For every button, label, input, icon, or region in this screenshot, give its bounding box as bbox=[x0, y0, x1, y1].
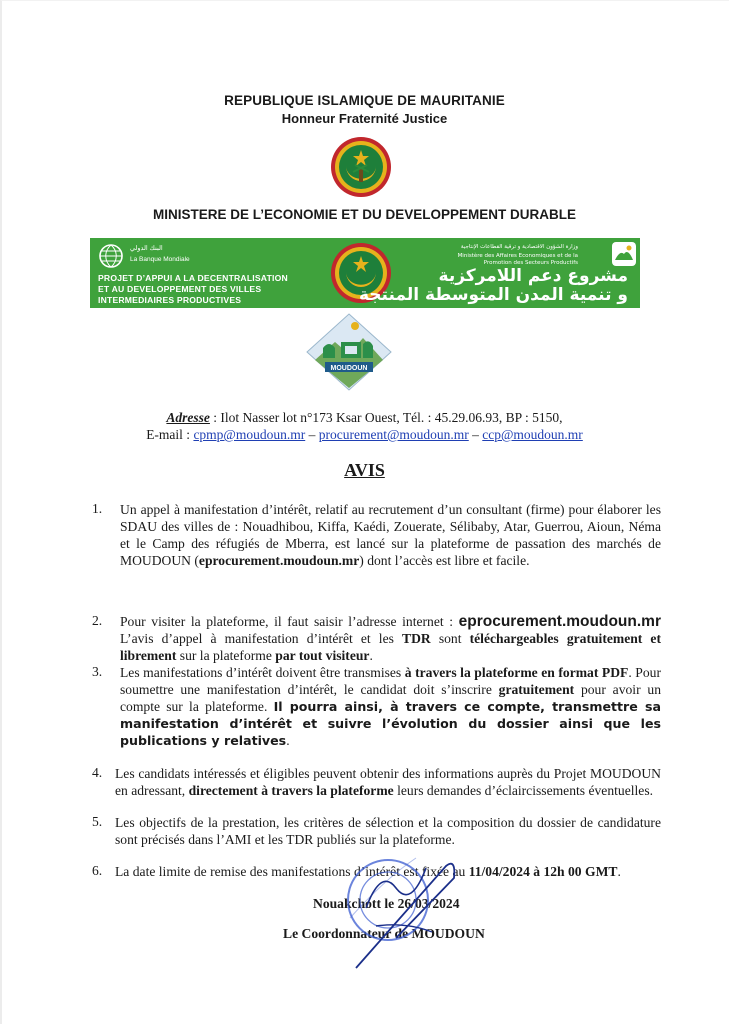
platform-url-large: eprocurement.moudoun.mr bbox=[458, 613, 661, 630]
item-number: 6. bbox=[92, 863, 103, 878]
item-2-text-e: sur la plateforme bbox=[176, 648, 276, 663]
item-3-text-c: . Pour soumettre une manifestation d’intérêt, le candidat doit s’inscrire bbox=[120, 665, 661, 697]
item-number: 2. bbox=[92, 613, 103, 628]
moudoun-logo-label: MOUDOUN bbox=[330, 365, 368, 372]
tdr-bold: TDR bbox=[402, 631, 431, 646]
item-1-text: Un appel à manifestation d’intérêt, relatif au recrutement d’un consultant (firme) pour élaborer les SDAU des villes de : Nouadhibou, Kiffa, Kaédi, Zouerate, Sélibaby, Atar, Guerrou, Aioun, Néma et le Camp des réfugiés de Mberra, est lancé sur la plateforme de passation des marchés de MOUDOUN ( bbox=[120, 502, 661, 568]
item-2-end: . bbox=[369, 648, 373, 663]
item-number: 5. bbox=[92, 814, 103, 829]
moudoun-logo-icon bbox=[305, 312, 393, 392]
download-free-bold: téléchargeables gratuitement et librement bbox=[120, 631, 661, 663]
notice-item-1 bbox=[120, 501, 661, 569]
project-name-line-3: INTERMEDIAIRES PRODUCTIVES bbox=[98, 295, 242, 305]
item-3-end: . bbox=[286, 733, 290, 748]
pdf-format-bold: à travers la plateforme en format PDF bbox=[404, 665, 629, 680]
email-link-cpmp[interactable]: cpmp@moudoun.mr bbox=[193, 427, 306, 442]
email-separator: – bbox=[305, 427, 319, 442]
world-bank-arabic: البنك الدولي bbox=[130, 245, 163, 252]
email-line bbox=[0, 427, 729, 443]
place-and-date: Nouakchott le 26/03/2024 bbox=[313, 896, 460, 911]
email-label: E-mail : bbox=[146, 427, 194, 442]
notice-item-3 bbox=[120, 664, 661, 749]
account-usage-bold: Il pourra ainsi, à travers ce compte, transmettre sa manifestation d’intérêt et suivre l’évolution du dossier ainsi que les publications y relatives bbox=[120, 699, 661, 748]
project-name-line-2: ET AU DEVELOPPEMENT DES VILLES bbox=[98, 284, 262, 294]
notice-item-6 bbox=[115, 863, 675, 880]
email-link-procurement[interactable]: procurement@moudoun.mr bbox=[318, 427, 469, 442]
project-name-line-1: PROJET D’APPUI A LA DECENTRALISATION bbox=[98, 273, 288, 283]
ministry-french-line-2: Promotion des Secteurs Productifs bbox=[483, 260, 578, 266]
ministry-heading: MINISTERE DE L’ECONOMIE ET DU DEVELOPPEMENT DURABLE bbox=[152, 207, 577, 222]
address-line bbox=[0, 410, 729, 426]
item-number: 1. bbox=[92, 501, 103, 516]
item-number: 3. bbox=[92, 664, 103, 679]
arabic-project-title-2: و تنمية المدن المتوسطة المنتجة bbox=[359, 285, 628, 305]
item-6-end: . bbox=[617, 864, 621, 879]
item-2-text-c: sont bbox=[430, 631, 470, 646]
project-banner bbox=[90, 238, 640, 308]
signatory-title: Le Coordonnateur de MOUDOUN bbox=[283, 926, 485, 941]
ministry-french-line-1: Ministère des Affaires Economiques et de la bbox=[457, 253, 578, 259]
notice-item-2 bbox=[120, 613, 661, 664]
moudoun-mini-logo-icon bbox=[612, 242, 636, 266]
email-link-ccp[interactable]: ccp@moudoun.mr bbox=[482, 427, 583, 442]
platform-url-bold: eprocurement.moudoun.mr bbox=[198, 553, 360, 568]
item-4-text-a: Les candidats intéressés et éligibles peuvent obtenir des informations auprès du Projet MOUDOUN en adressant, bbox=[115, 766, 661, 798]
address-label: Adresse bbox=[166, 410, 210, 425]
item-2-text-b: L’avis d’appel à manifestation d’intérêt et les bbox=[120, 631, 403, 646]
any-visitor-bold: par tout visiteur bbox=[275, 648, 370, 663]
item-1-end: ) dont l’accès est libre et facile. bbox=[359, 553, 530, 568]
item-6-text-a: La date limite de remise des manifestations d’intérêt est fixée au bbox=[115, 864, 469, 879]
notice-item-4 bbox=[115, 765, 661, 799]
address-text: : Ilot Nasser lot n°173 Ksar Ouest, Tél. : 45.29.06.93, BP : 5150, bbox=[209, 410, 563, 425]
item-number: 4. bbox=[92, 765, 103, 780]
ministry-arabic-small: وزارة الشؤون الاقتصادية و ترقية القطاعات الإنتاجية bbox=[460, 244, 578, 250]
national-seal-icon bbox=[330, 136, 392, 198]
republic-heading: REPUBLIQUE ISLAMIQUE DE MAURITANIE bbox=[224, 93, 505, 108]
notice-item-5 bbox=[115, 814, 661, 848]
item-3-text-a: Les manifestations d’intérêt doivent être transmises bbox=[120, 665, 405, 680]
email-separator: – bbox=[468, 427, 483, 442]
national-motto: Honneur Fraternité Justice bbox=[281, 111, 448, 126]
arabic-project-title-1: مشروع دعم اللامركزية bbox=[438, 266, 628, 286]
item-4-text-c: leurs demandes d’éclaircissements éventuelles. bbox=[393, 783, 654, 798]
deadline-bold: 11/04/2024 à 12h 00 GMT bbox=[468, 864, 618, 879]
notice-title: AVIS bbox=[344, 460, 385, 480]
item-3-text-e: pour avoir un compte sur la plateforme. bbox=[120, 682, 661, 714]
item-2-text-a: Pour visiter la plateforme, il faut saisir l’adresse internet : bbox=[120, 614, 459, 629]
world-bank-french: La Banque Mondiale bbox=[130, 256, 190, 263]
free-bold: gratuitement bbox=[498, 682, 575, 697]
via-platform-bold: directement à travers la plateforme bbox=[188, 783, 394, 798]
world-bank-logo-icon bbox=[98, 243, 124, 269]
item-5-text: Les objectifs de la prestation, les critères de sélection et la composition du dossier de candidature sont précisés dans l’AMI et les TDR publiés sur la plateforme. bbox=[115, 815, 661, 847]
